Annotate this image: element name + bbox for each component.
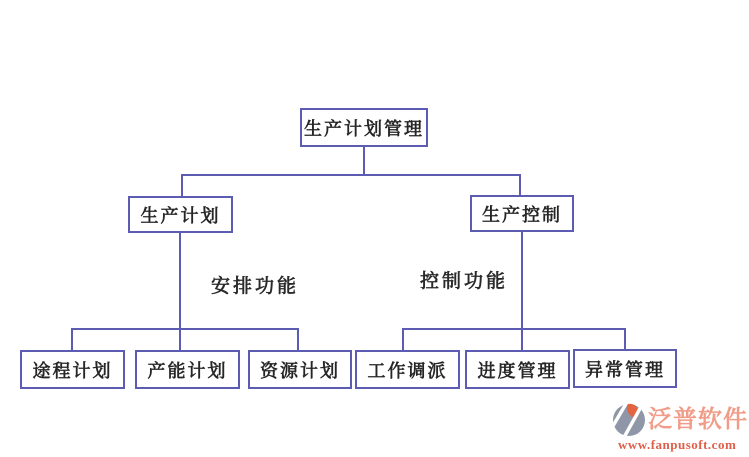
fanpu-circle-logo-icon xyxy=(612,403,646,437)
node-work-dispatch: 工作调派 xyxy=(355,350,460,389)
connector-left-horizontal xyxy=(71,328,299,330)
connector-top-left-drop xyxy=(181,174,183,197)
connector-control-stem xyxy=(521,230,523,351)
label-arrange-function: 安排功能 xyxy=(211,276,300,297)
connector-right-horizontal xyxy=(402,328,626,330)
node-progress-management: 进度管理 xyxy=(465,350,570,389)
node-routing-plan: 途程计划 xyxy=(20,350,125,389)
watermark xyxy=(612,403,749,457)
connector-top-right-drop xyxy=(519,174,521,196)
connector-left-drop-3 xyxy=(297,328,299,351)
node-production-plan: 生产计划 xyxy=(128,196,233,233)
node-capacity-plan: 产能计划 xyxy=(135,350,240,389)
watermark-website-text: www.fanpusoft.com xyxy=(618,437,737,452)
connector-top-horizontal xyxy=(181,174,521,176)
connector-left-drop-1 xyxy=(71,328,73,351)
connector-root-stem xyxy=(363,146,365,176)
connector-plan-stem xyxy=(179,231,181,351)
connector-right-drop-3 xyxy=(624,328,626,350)
node-production-plan-management: 生产计划管理 xyxy=(300,108,428,147)
node-resource-plan: 资源计划 xyxy=(248,350,352,389)
label-control-function: 控制功能 xyxy=(420,271,509,292)
node-exception-management: 异常管理 xyxy=(573,349,677,388)
watermark-brand-text: 泛普软件 xyxy=(648,407,748,433)
connector-right-drop-1 xyxy=(402,328,404,351)
node-production-control: 生产控制 xyxy=(470,195,574,232)
